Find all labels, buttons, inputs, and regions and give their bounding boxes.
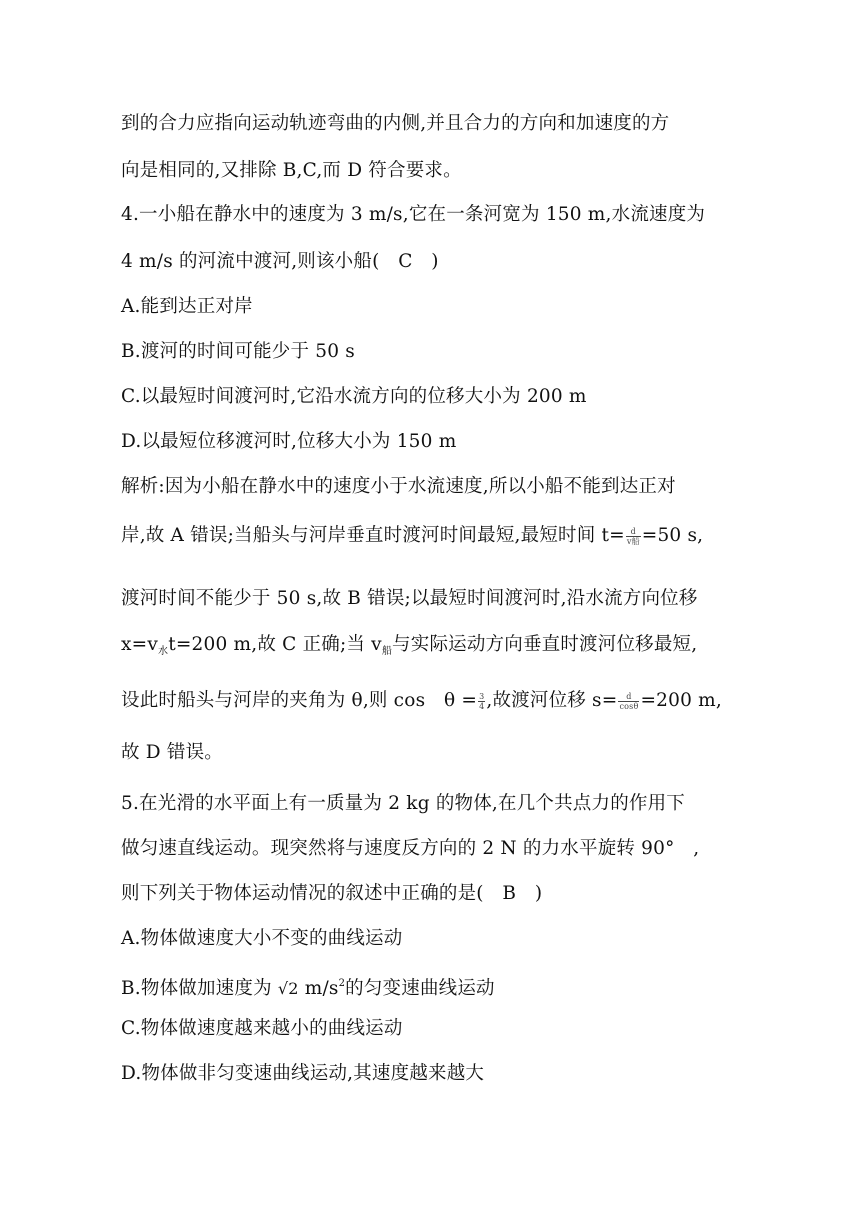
analysis-text: =50 s, [641,525,704,546]
q4-option-c: C.以最短时间渡河时,它沿水流方向的位移大小为 200 m [121,386,587,407]
analysis-text: 岸,故 A 错误;当船头与河岸垂直时渡河时间最短,最短时间 t= [121,525,625,546]
q4-stem-line-1: 4.一小船在静水中的速度为 3 m/s,它在一条河宽为 150 m,水流速度为 [121,204,706,225]
option-text: m/s [298,978,339,999]
analysis-text: 设此时船头与河岸的夹角为 θ,则 cos θ = [121,690,478,711]
analysis-text: ,故渡河位移 s= [486,690,618,711]
prev-explanation-line-1: 到的合力应指向运动轨迹弯曲的内侧,并且合力的方向和加速度的方 [121,113,670,134]
q4-analysis-line-1: 解析:因为小船在静水中的速度小于水流速度,所以小船不能到达正对 [121,476,676,497]
analysis-text: t=200 m,故 C 正确;当 v [168,634,382,655]
fraction-denominator: cosθ [619,701,639,711]
fraction-denominator: v船 [626,536,640,546]
sqrt-symbol: √2 [277,979,299,998]
subscript: 水 [158,646,169,657]
q4-option-b: B.渡河的时间可能少于 50 s [121,341,355,362]
option-text: B.物体做加速度为 [121,978,278,999]
q4-option-d: D.以最短位移渡河时,位移大小为 150 m [121,431,457,452]
subscript: 船 [381,646,393,657]
q5-stem-line-2: 做匀速直线运动。现突然将与速度反方向的 2 N 的力水平旋转 90° , [121,838,700,859]
analysis-text: =200 m, [640,690,722,711]
q4-option-a: A.能到达正对岸 [121,296,253,317]
q5-option-c: C.物体做速度越来越小的曲线运动 [121,1018,403,1039]
analysis-text: x=v [121,634,158,655]
q4-analysis-line-3: 渡河时间不能少于 50 s,故 B 错误;以最短时间渡河时,沿水流方向位移 [121,588,698,609]
fraction-numerator: d [618,692,639,702]
fraction-denominator: 4 [479,701,485,711]
q4-analysis-line-2 [121,524,703,548]
option-text: 的匀变速曲线运动 [345,978,495,999]
prev-explanation-line-2: 向是相同的,又排除 B,C,而 D 符合要求。 [121,160,462,181]
q5-option-d: D.物体做非匀变速曲线运动,其速度越来越大 [121,1063,485,1084]
fraction-3-over-4 [478,692,485,711]
q4-analysis-line-6: 故 D 错误。 [121,742,223,763]
analysis-text: 与实际运动方向垂直时渡河位移最短, [392,634,698,655]
q4-analysis-line-4 [121,633,697,664]
fraction-numerator: 3 [479,691,485,701]
q5-stem-line-3: 则下列关于物体运动情况的叙述中正确的是( B ) [121,883,543,904]
fraction-numerator: d [626,527,641,537]
fraction-d-over-v [626,527,641,546]
q5-stem-line-1: 5.在光滑的水平面上有一质量为 2 kg 的物体,在几个共点力的作用下 [121,793,685,814]
superscript: 2 [338,978,346,989]
q4-analysis-line-5 [121,689,722,713]
q4-stem-line-2: 4 m/s 的河流中渡河,则该小船( C ) [121,251,439,272]
fraction-d-over-cos [618,692,639,711]
q5-option-b [121,972,495,1001]
q5-option-a: A.物体做速度大小不变的曲线运动 [121,928,403,949]
